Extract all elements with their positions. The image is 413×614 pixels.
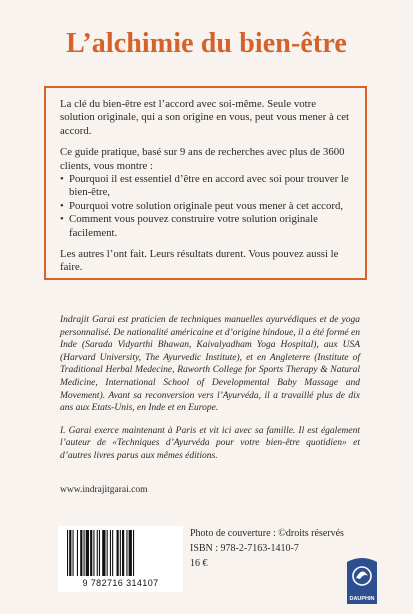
barcode-bar <box>77 530 78 576</box>
bio-paragraph: Indrajit Garai est praticien de techniques manuelles ayurvédiques et de yoga personnalisé. De nationalité américaine et d’origine hindoue, il a été formé en Inde (Sarada Vidyarthi Bhawan, Kaivalyadham Yoga Hospital), aux USA (Harvard University, The Ayurvedic Institute), et en Angleterre (Institute of Traditional Herbal Medecine, Raworth College for Sports Therapy & Natural Medicine, International School of Developmental Baby Massage and Movement). Avant sa reconversion vers l’Ayurvéda, il a travaillé plus de dix ans aux Etats-Unis, en Inde et en Europe. <box>60 315 360 414</box>
summary-bullet-list <box>60 173 351 240</box>
isbn: ISBN : 978-2-7163-1410-7 <box>190 543 299 554</box>
price: 16 € <box>190 558 208 569</box>
bullet-item: • Pourquoi il est essentiel d’être en accord avec soi pour trouver le bien-être, <box>60 173 351 200</box>
barcode-bar <box>97 530 98 576</box>
barcode-bar <box>120 530 121 576</box>
barcode-bar <box>73 530 74 576</box>
barcode-bars <box>65 530 176 578</box>
publisher-logo <box>344 556 380 604</box>
publisher-name: DAUPHIN <box>349 596 375 602</box>
photo-credit: Photo de couverture : ©droits réservés <box>190 528 344 539</box>
author-bio <box>60 314 360 473</box>
summary-paragraph: La clé du bien-être est l’accord avec soi-même. Seule votre solution originale, qui a son origine en vous, peut vous mener à cet accord. <box>60 98 350 137</box>
summary-paragraph: Ce guide pratique, basé sur 9 ans de recherches avec plus de 3600 clients, vous montre : <box>60 146 345 172</box>
barcode-bar <box>110 530 111 576</box>
barcode-bar <box>133 530 134 576</box>
barcode-bar <box>84 530 85 576</box>
barcode-bar <box>93 530 94 576</box>
barcode-number: 9 782716 314107 <box>82 578 159 588</box>
barcode-bar <box>107 530 108 576</box>
barcode-bar <box>99 530 100 576</box>
bullet-item: • Comment vous pouvez construire votre solution originale facilement. <box>60 213 351 240</box>
barcode-bar <box>129 530 132 576</box>
barcode-bar <box>126 530 127 576</box>
barcode-bar <box>90 530 92 576</box>
barcode-bar <box>69 530 71 576</box>
publication-info <box>190 526 344 571</box>
barcode-bar <box>67 530 68 576</box>
barcode-bar <box>112 530 113 576</box>
barcode <box>58 526 183 592</box>
barcode-bar <box>86 530 89 576</box>
barcode-bar <box>102 530 105 576</box>
bullet-item: • Pourquoi votre solution originale peut vous mener à cet accord, <box>60 200 351 213</box>
barcode-bar <box>117 530 119 576</box>
barcode-bar <box>80 530 82 576</box>
summary-paragraph: Les autres l’ont fait. Leurs résultats durent. Vous pouvez aussi le faire. <box>60 248 339 274</box>
author-website: www.indrajitgarai.com <box>60 485 148 495</box>
book-title: L’alchimie du bien-être <box>66 28 347 59</box>
bio-paragraph: I. Garai exerce maintenant à Paris et vit ici avec sa famille. Il est également l’auteur de «Techniques d’Ayurvéda pour votre bien-être quotidien» et d’autres livres parus aux mêmes éditions. <box>60 425 360 461</box>
summary-box <box>44 86 367 280</box>
barcode-bar <box>122 530 124 576</box>
